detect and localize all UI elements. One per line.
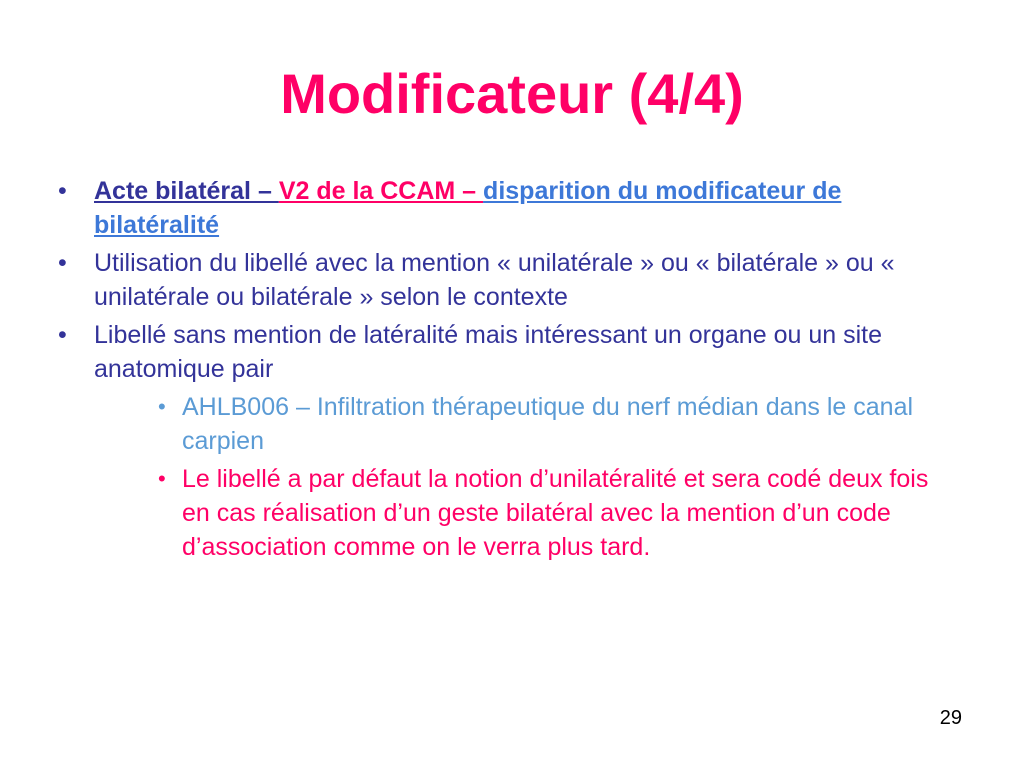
sub-bullet-dot-icon: • — [158, 394, 166, 419]
page-number: 29 — [939, 707, 962, 729]
disparition-modificateur-label: disparition du modificateur de bilatéralité — [94, 177, 842, 239]
sub-bullet-item-ahlb006 — [158, 390, 942, 458]
bullet-item-acte-bilateral — [58, 174, 964, 242]
acte-bilateral-label: Acte bilatéral – — [94, 177, 279, 205]
bullet-list — [0, 174, 1024, 568]
bullet-text: Utilisation du libellé avec la mention « unilatérale » ou « bilatérale » ou « unilatérale ou bilatérale » selon le contexte — [94, 249, 895, 311]
bullet-item-libelle-sans-mention — [58, 318, 964, 386]
bullet-dot-icon: • — [58, 321, 67, 349]
sub-bullet-text: Le libellé a par défaut la notion d’unilatéralité et sera codé deux fois en cas réalisation d’un geste bilatéral avec la mention d’un code d’association comme on le verra plus tard. — [182, 465, 929, 561]
sub-bullet-dot-icon: • — [158, 466, 166, 491]
bullet-dot-icon: • — [58, 177, 67, 205]
slide-title: Modificateur (4/4) — [280, 62, 744, 125]
sub-bullet-text: AHLB006 – Infiltration thérapeutique du nerf médian dans le canal carpien — [182, 393, 914, 455]
bullet-dot-icon: • — [58, 249, 67, 277]
sub-bullet-item-libelle-defaut — [158, 462, 942, 564]
bullet-text: Libellé sans mention de latéralité mais intéressant un organe ou un site anatomique pair — [94, 321, 882, 383]
bullet-item-utilisation-libelle — [58, 246, 964, 314]
v2-ccam-label: V2 de la CCAM – — [278, 177, 484, 205]
